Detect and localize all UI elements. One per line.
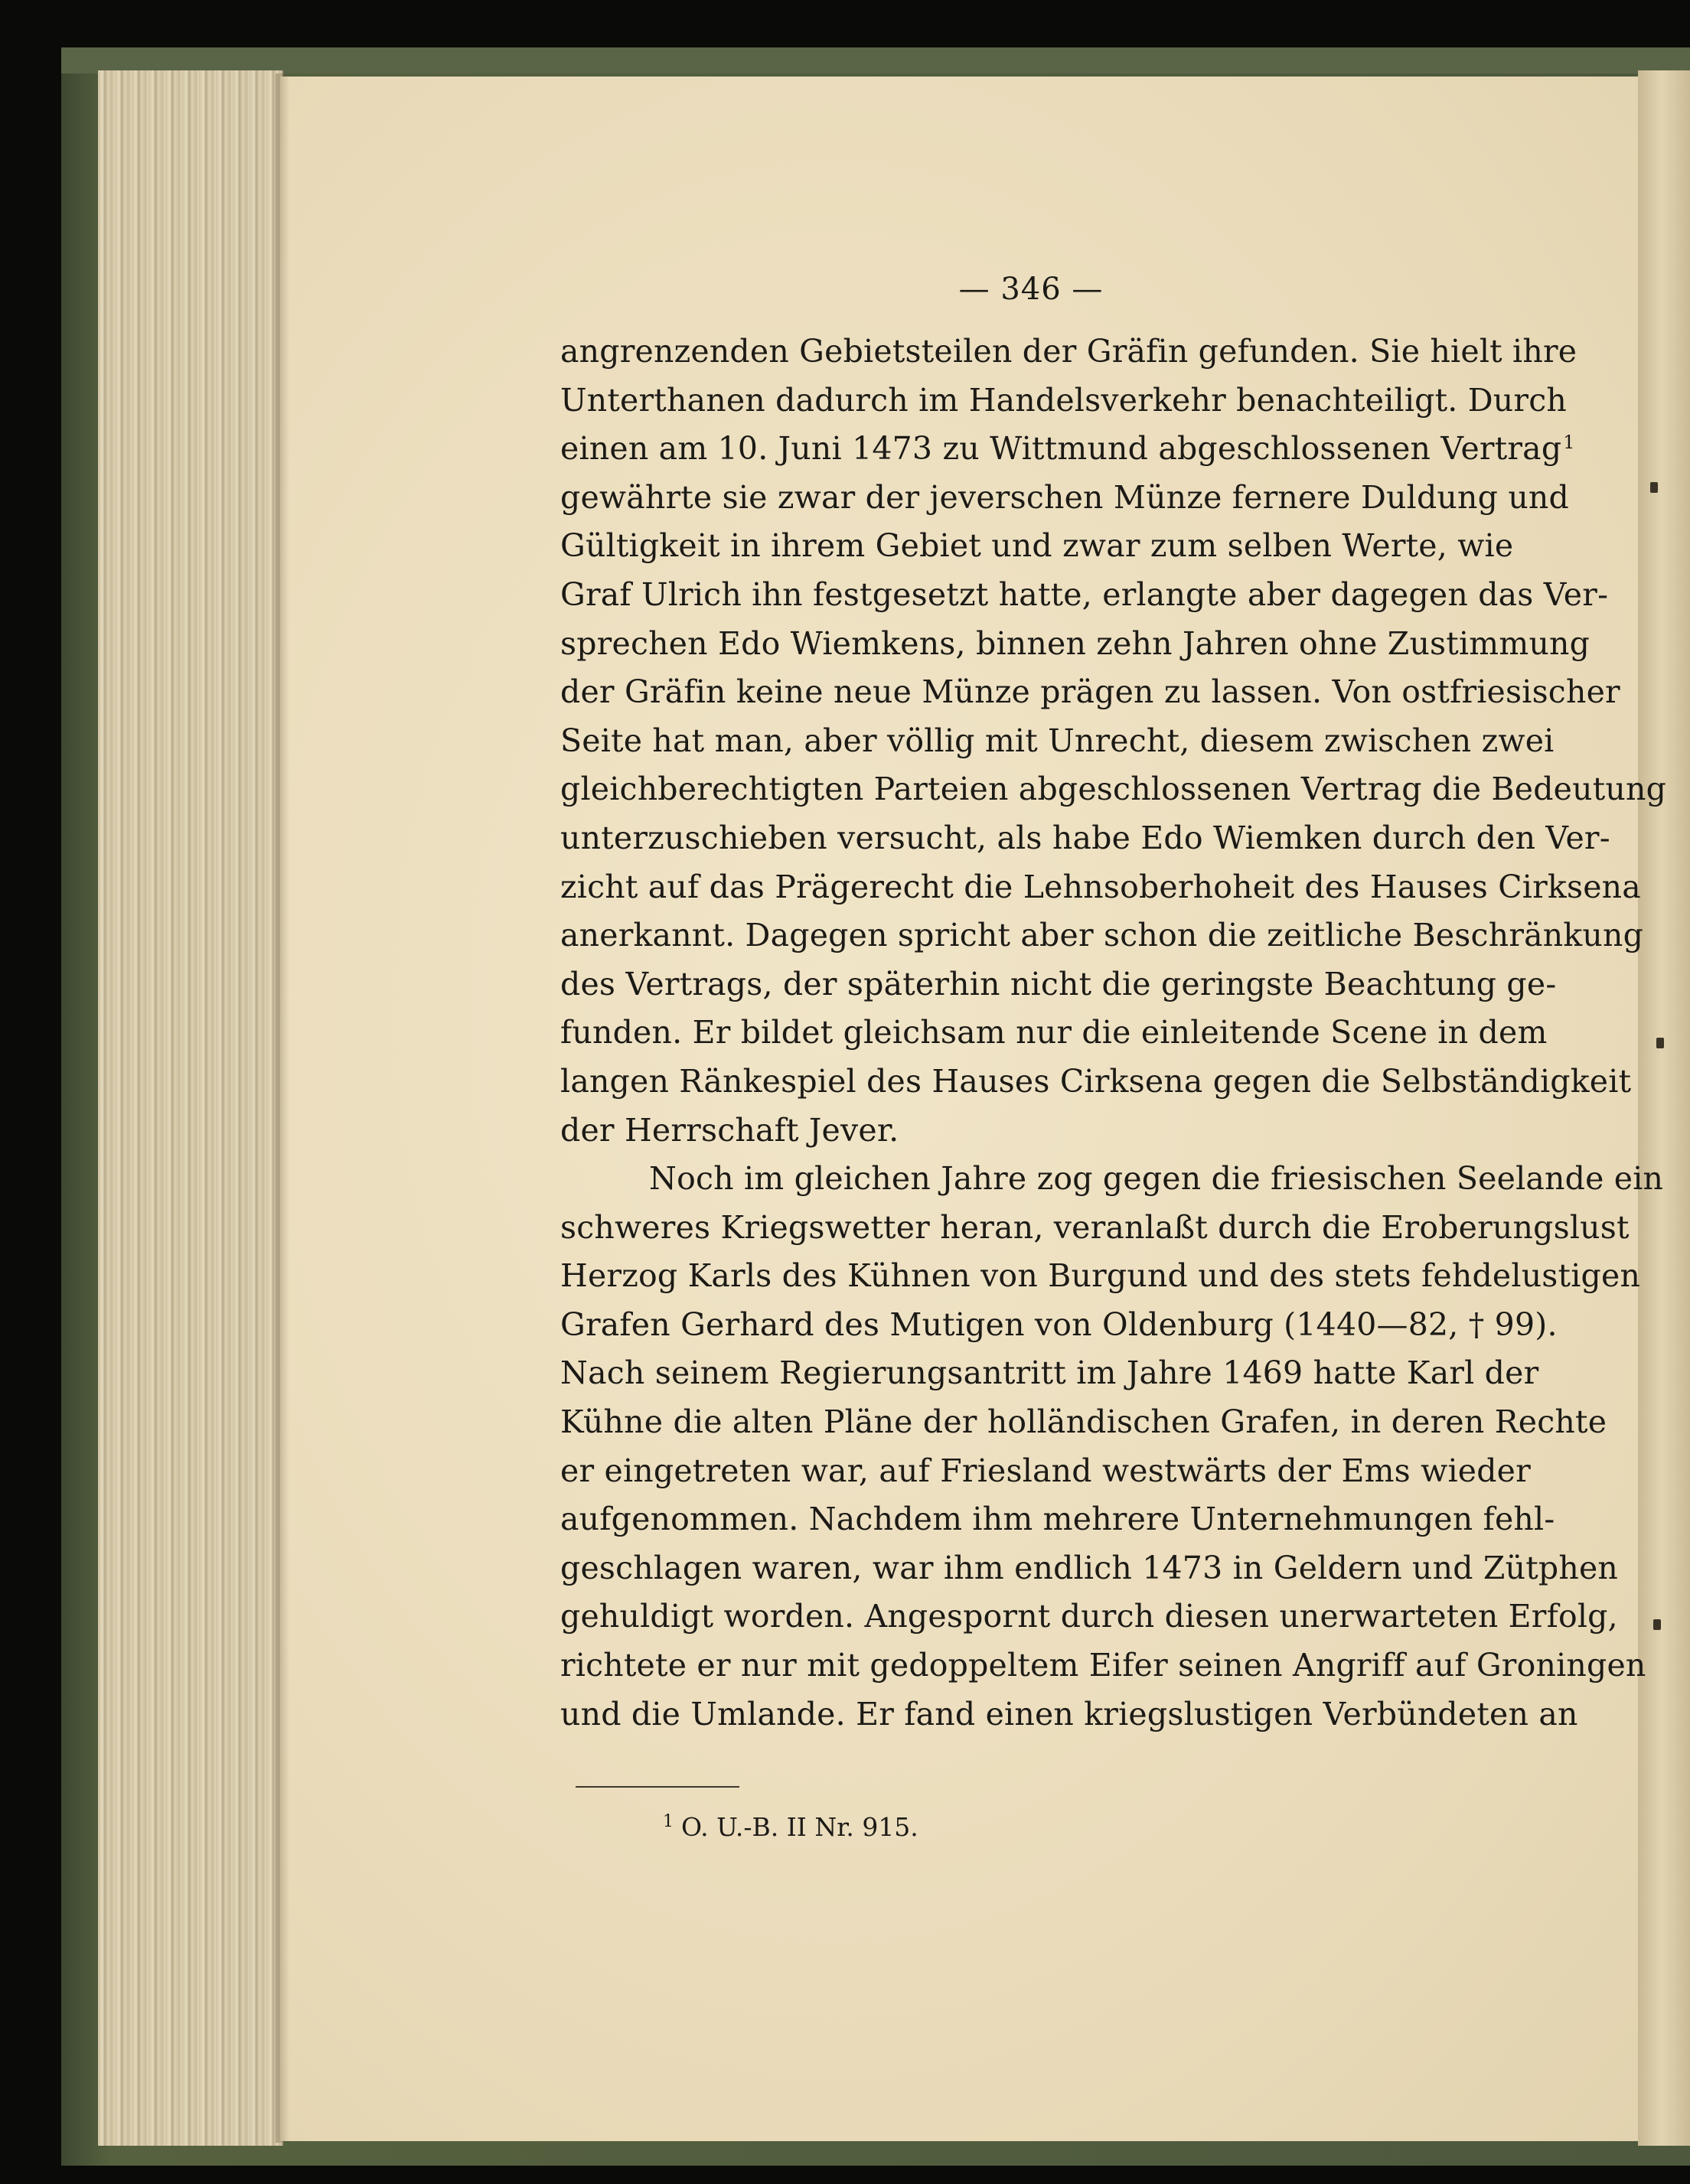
text-line xyxy=(560,1544,1619,1593)
text-line xyxy=(560,1058,1632,1107)
text-line-content: Gültigkeit in ihrem Gebiet und zwar zum selben Werte, wie xyxy=(560,527,1514,565)
text-line-content: Kühne die alten Pläne der holländischen Grafen, in deren Rechte xyxy=(560,1403,1607,1441)
footnote xyxy=(663,1812,918,1842)
footnote-rule xyxy=(576,1786,739,1788)
page-content xyxy=(560,265,1667,1739)
text-line xyxy=(560,1398,1607,1447)
text-line xyxy=(560,1495,1555,1544)
text-line-content: gleichberechtigten Parteien abgeschlossenen Vertrag die Bedeutung xyxy=(560,771,1667,808)
page-edges xyxy=(98,70,283,2146)
text-line xyxy=(560,1107,1486,1156)
text-line xyxy=(560,814,1610,863)
text-line-content: langen Ränkespiel des Hauses Cirksena gegen die Selbständigkeit xyxy=(560,1062,1632,1100)
text-line xyxy=(560,522,1514,571)
text-line-content: schweres Kriegswetter heran, veranlaßt durch die Eroberungslust xyxy=(560,1208,1630,1246)
book-cover-top-edge xyxy=(61,47,1690,73)
text-line-content: gehuldigt worden. Angespornt durch diesen unerwarteten Erfolg, xyxy=(560,1598,1618,1635)
body-text xyxy=(560,328,1667,1739)
text-line-content: gewährte sie zwar der jeverschen Münze fernere Duldung und xyxy=(560,478,1569,516)
text-line xyxy=(560,1009,1548,1058)
text-line xyxy=(560,1447,1531,1496)
text-line xyxy=(560,765,1667,814)
text-line xyxy=(560,571,1609,620)
gutter-mark xyxy=(1650,482,1658,493)
text-line-content: einen am 10. Juni 1473 zu Wittmund abgeschlossenen Vertrag xyxy=(560,430,1562,468)
text-line-content: Graf Ulrich ihn festgesetzt hatte, erlangte aber dagegen das Ver- xyxy=(560,575,1609,613)
text-line-content: Noch im gleichen Jahre zog gegen die friesischen Seelande ein xyxy=(649,1160,1664,1198)
page-edge-shadow xyxy=(276,73,289,2143)
text-line xyxy=(560,1592,1618,1641)
text-line-content: Herzog Karls des Kühnen von Burgund und des stets fehdelustigen xyxy=(560,1257,1641,1295)
text-line-content: der Herrschaft Jever. xyxy=(560,1111,899,1149)
gutter-mark xyxy=(1653,1619,1661,1630)
text-line xyxy=(560,717,1555,766)
text-line-content: und die Umlande. Er fand einen kriegslustigen Verbündeten an xyxy=(560,1695,1578,1733)
text-line-content: Seite hat man, aber völlig mit Unrecht, diesem zwischen zwei xyxy=(560,722,1555,759)
text-line-content: Nach seinem Regierungsantritt im Jahre 1469 hatte Karl der xyxy=(560,1354,1539,1392)
text-line xyxy=(560,1690,1578,1739)
text-line xyxy=(560,425,1575,474)
text-line-content: geschlagen waren, war ihm endlich 1473 in Geldern und Zütphen xyxy=(560,1549,1619,1586)
text-line xyxy=(560,1252,1641,1301)
text-line-content: zicht auf das Prägerecht die Lehnsoberhoheit des Hauses Cirksena xyxy=(560,868,1641,905)
text-line-content: sprechen Edo Wiemkens, binnen zehn Jahren ohne Zustimmung xyxy=(560,624,1590,662)
text-line xyxy=(560,911,1644,960)
text-line-content: des Vertrags, der späterhin nicht die geringste Beachtung ge- xyxy=(560,965,1557,1002)
page-number: — 346 — xyxy=(958,272,1104,307)
text-line xyxy=(560,960,1557,1009)
book-gutter xyxy=(1638,70,1690,2146)
text-line xyxy=(560,376,1567,425)
gutter-mark xyxy=(1656,1038,1664,1048)
text-line-content: der Gräfin keine neue Münze prägen zu lassen. Von ostfriesischer xyxy=(560,673,1620,711)
text-line xyxy=(560,1349,1539,1398)
text-line xyxy=(560,1204,1630,1253)
text-line-content: anerkannt. Dagegen spricht aber schon die zeitliche Beschränkung xyxy=(560,917,1644,954)
text-line-content: Unterthanen dadurch im Handelsverkehr benachteiligt. Durch xyxy=(560,381,1567,419)
text-line xyxy=(560,1155,1664,1204)
text-line xyxy=(560,1641,1646,1690)
text-line-content: Grafen Gerhard des Mutigen von Oldenburg (1440—82, † 99). xyxy=(560,1306,1558,1343)
text-line xyxy=(560,863,1641,912)
footnote-reference: 1 xyxy=(1563,431,1575,453)
footnote-marker: 1 xyxy=(663,1812,674,1831)
text-line xyxy=(560,328,1577,376)
text-line xyxy=(560,1301,1558,1350)
text-line-content: richtete er nur mit gedoppeltem Eifer seinen Angriff auf Groningen xyxy=(560,1647,1646,1684)
text-line xyxy=(560,474,1569,523)
text-line-content: funden. Er bildet gleichsam nur die einleitende Scene in dem xyxy=(560,1014,1548,1051)
text-line-content: angrenzenden Gebietsteilen der Gräfin gefunden. Sie hielt ihre xyxy=(560,333,1577,370)
text-line-content: unterzuschieben versucht, als habe Edo Wiemken durch den Ver- xyxy=(560,819,1610,856)
text-line-content: er eingetreten war, auf Friesland westwärts der Ems wieder xyxy=(560,1452,1531,1489)
text-line-content: aufgenommen. Nachdem ihm mehrere Unternehmungen fehl- xyxy=(560,1501,1555,1538)
text-line xyxy=(560,668,1620,717)
text-line xyxy=(560,620,1590,669)
footnote-text: O. U.-B. II Nr. 915. xyxy=(681,1812,918,1842)
